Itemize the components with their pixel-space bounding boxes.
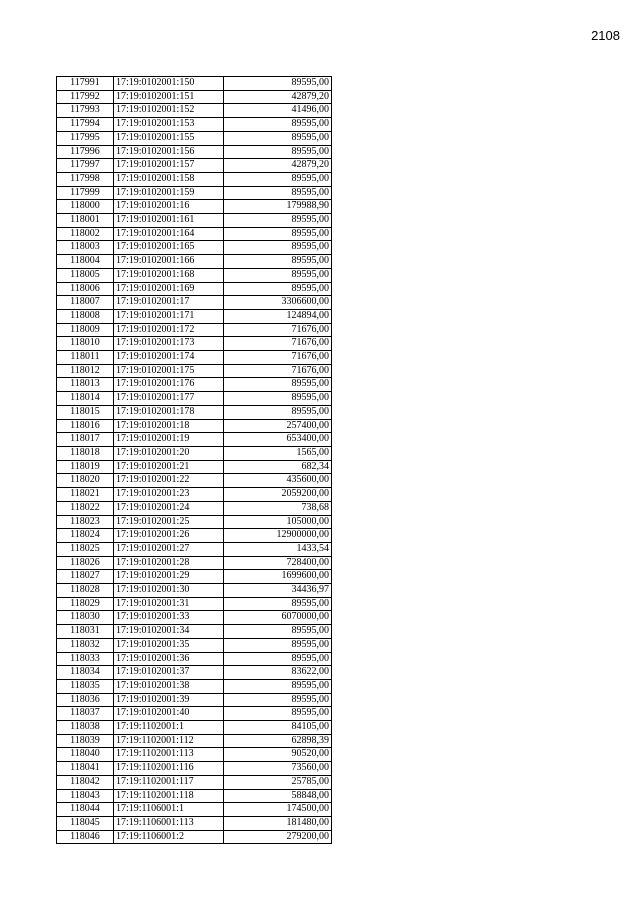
cadastral-value-cell: 89595,00: [224, 378, 332, 392]
row-number-cell: 118007: [57, 296, 114, 310]
cadastral-number-cell: 17:19:0102001:171: [114, 309, 224, 323]
row-number-cell: 118031: [57, 625, 114, 639]
cadastral-number-cell: 17:19:0102001:27: [114, 542, 224, 556]
table-body: [57, 77, 332, 844]
cadastral-value-cell: 89595,00: [224, 145, 332, 159]
row-number-cell: 118037: [57, 707, 114, 721]
cadastral-number-cell: 17:19:0102001:25: [114, 515, 224, 529]
cadastral-value-cell: 89595,00: [224, 392, 332, 406]
cadastral-number-cell: 17:19:0102001:176: [114, 378, 224, 392]
cadastral-value-cell: 682,34: [224, 460, 332, 474]
cadastral-number-cell: 17:19:0102001:169: [114, 282, 224, 296]
row-number-cell: 118042: [57, 775, 114, 789]
cadastral-number-cell: 17:19:0102001:21: [114, 460, 224, 474]
cadastral-value-cell: 89595,00: [224, 652, 332, 666]
table-row: [57, 214, 332, 228]
cadastral-value-cell: 179988,90: [224, 200, 332, 214]
cadastral-value-cell: 435600,00: [224, 474, 332, 488]
cadastral-value-cell: 89595,00: [224, 172, 332, 186]
row-number-cell: 118023: [57, 515, 114, 529]
cadastral-number-cell: 17:19:1102001:112: [114, 734, 224, 748]
table-row: [57, 296, 332, 310]
cadastral-value-cell: 89595,00: [224, 282, 332, 296]
row-number-cell: 118020: [57, 474, 114, 488]
row-number-cell: 117994: [57, 118, 114, 132]
cadastral-number-cell: 17:19:1102001:118: [114, 789, 224, 803]
row-number-cell: 118032: [57, 638, 114, 652]
cadastral-value-cell: 105000,00: [224, 515, 332, 529]
cadastral-value-cell: 42879,20: [224, 90, 332, 104]
row-number-cell: 118019: [57, 460, 114, 474]
cadastral-number-cell: 17:19:0102001:174: [114, 351, 224, 365]
cadastral-number-cell: 17:19:0102001:150: [114, 77, 224, 91]
cadastral-number-cell: 17:19:0102001:168: [114, 268, 224, 282]
cadastral-number-cell: 17:19:0102001:175: [114, 364, 224, 378]
table-row: [57, 775, 332, 789]
row-number-cell: 117992: [57, 90, 114, 104]
cadastral-number-cell: 17:19:0102001:22: [114, 474, 224, 488]
row-number-cell: 118015: [57, 405, 114, 419]
table-row: [57, 364, 332, 378]
cadastral-value-cell: 1699600,00: [224, 570, 332, 584]
row-number-cell: 118005: [57, 268, 114, 282]
row-number-cell: 118022: [57, 501, 114, 515]
table-row: [57, 789, 332, 803]
cadastral-number-cell: 17:19:1106001:2: [114, 830, 224, 844]
cadastral-value-cell: 12900000,00: [224, 529, 332, 543]
row-number-cell: 118045: [57, 816, 114, 830]
table-row: [57, 529, 332, 543]
table-row: [57, 611, 332, 625]
table-row: [57, 625, 332, 639]
row-number-cell: 118034: [57, 666, 114, 680]
table-row: [57, 515, 332, 529]
table-row: [57, 803, 332, 817]
table-row: [57, 748, 332, 762]
cadastral-value-cell: 89595,00: [224, 255, 332, 269]
cadastral-value-cell: 1433,54: [224, 542, 332, 556]
cadastral-value-cell: 58848,00: [224, 789, 332, 803]
cadastral-number-cell: 17:19:1102001:1: [114, 721, 224, 735]
cadastral-value-cell: 89595,00: [224, 625, 332, 639]
cadastral-value-cell: 89595,00: [224, 405, 332, 419]
row-number-cell: 118021: [57, 488, 114, 502]
cadastral-value-cell: 89595,00: [224, 638, 332, 652]
table-row: [57, 474, 332, 488]
cadastral-number-cell: 17:19:0102001:165: [114, 241, 224, 255]
table-row: [57, 570, 332, 584]
cadastral-number-cell: 17:19:1102001:116: [114, 762, 224, 776]
table-row: [57, 597, 332, 611]
row-number-cell: 118039: [57, 734, 114, 748]
table-row: [57, 542, 332, 556]
row-number-cell: 118006: [57, 282, 114, 296]
cadastral-number-cell: 17:19:0102001:39: [114, 693, 224, 707]
row-number-cell: 118043: [57, 789, 114, 803]
row-number-cell: 118003: [57, 241, 114, 255]
table-row: [57, 501, 332, 515]
row-number-cell: 118028: [57, 584, 114, 598]
cadastral-number-cell: 17:19:0102001:37: [114, 666, 224, 680]
table-row: [57, 721, 332, 735]
row-number-cell: 118008: [57, 309, 114, 323]
table-row: [57, 830, 332, 844]
row-number-cell: 117997: [57, 159, 114, 173]
cadastral-value-cell: 3306600,00: [224, 296, 332, 310]
cadastral-number-cell: 17:19:0102001:156: [114, 145, 224, 159]
cadastral-value-cell: 41496,00: [224, 104, 332, 118]
cadastral-number-cell: 17:19:0102001:172: [114, 323, 224, 337]
row-number-cell: 117996: [57, 145, 114, 159]
cadastral-number-cell: 17:19:0102001:158: [114, 172, 224, 186]
table-row: [57, 446, 332, 460]
table-row: [57, 652, 332, 666]
cadastral-value-cell: 83622,00: [224, 666, 332, 680]
row-number-cell: 117998: [57, 172, 114, 186]
cadastral-value-cell: 90520,00: [224, 748, 332, 762]
table-row: [57, 104, 332, 118]
cadastral-number-cell: 17:19:1106001:113: [114, 816, 224, 830]
row-number-cell: 118017: [57, 433, 114, 447]
row-number-cell: 118016: [57, 419, 114, 433]
cadastral-number-cell: 17:19:0102001:38: [114, 679, 224, 693]
row-number-cell: 118038: [57, 721, 114, 735]
table-row: [57, 707, 332, 721]
cadastral-number-cell: 17:19:0102001:35: [114, 638, 224, 652]
cadastral-value-cell: 89595,00: [224, 214, 332, 228]
cadastral-value-cell: 89595,00: [224, 597, 332, 611]
cadastral-value-cell: 62898,39: [224, 734, 332, 748]
table-row: [57, 556, 332, 570]
cadastral-number-cell: 17:19:0102001:34: [114, 625, 224, 639]
table-row: [57, 172, 332, 186]
cadastral-value-cell: 71676,00: [224, 364, 332, 378]
cadastral-number-cell: 17:19:0102001:28: [114, 556, 224, 570]
cadastral-value-cell: 89595,00: [224, 679, 332, 693]
cadastral-number-cell: 17:19:0102001:24: [114, 501, 224, 515]
cadastral-number-cell: 17:19:0102001:161: [114, 214, 224, 228]
page-number: 2108: [591, 28, 620, 43]
cadastral-value-cell: 738,68: [224, 501, 332, 515]
table-row: [57, 241, 332, 255]
cadastral-value-cell: 89595,00: [224, 131, 332, 145]
cadastral-number-cell: 17:19:0102001:173: [114, 337, 224, 351]
cadastral-value-cell: 42879,20: [224, 159, 332, 173]
cadastral-number-cell: 17:19:0102001:151: [114, 90, 224, 104]
cadastral-value-cell: 89595,00: [224, 268, 332, 282]
table-row: [57, 679, 332, 693]
row-number-cell: 118013: [57, 378, 114, 392]
table-row: [57, 200, 332, 214]
cadastral-number-cell: 17:19:1106001:1: [114, 803, 224, 817]
table-row: [57, 638, 332, 652]
cadastral-number-cell: 17:19:0102001:166: [114, 255, 224, 269]
table-row: [57, 488, 332, 502]
cadastral-value-cell: 279200,00: [224, 830, 332, 844]
cadastral-value-cell: 25785,00: [224, 775, 332, 789]
cadastral-value-cell: 89595,00: [224, 241, 332, 255]
cadastral-number-cell: 17:19:0102001:31: [114, 597, 224, 611]
table-row: [57, 734, 332, 748]
cadastral-value-cell: 181480,00: [224, 816, 332, 830]
cadastral-number-cell: 17:19:0102001:23: [114, 488, 224, 502]
cadastral-value-cell: 653400,00: [224, 433, 332, 447]
table-row: [57, 460, 332, 474]
row-number-cell: 118025: [57, 542, 114, 556]
cadastral-number-cell: 17:19:0102001:26: [114, 529, 224, 543]
row-number-cell: 118011: [57, 351, 114, 365]
cadastral-number-cell: 17:19:0102001:36: [114, 652, 224, 666]
row-number-cell: 118046: [57, 830, 114, 844]
cadastral-number-cell: 17:19:0102001:16: [114, 200, 224, 214]
cadastral-number-cell: 17:19:0102001:17: [114, 296, 224, 310]
cadastral-value-cell: 2059200,00: [224, 488, 332, 502]
table-row: [57, 90, 332, 104]
row-number-cell: 118012: [57, 364, 114, 378]
cadastral-number-cell: 17:19:0102001:157: [114, 159, 224, 173]
row-number-cell: 118001: [57, 214, 114, 228]
cadastral-number-cell: 17:19:0102001:29: [114, 570, 224, 584]
cadastral-value-cell: 89595,00: [224, 693, 332, 707]
cadastral-number-cell: 17:19:0102001:155: [114, 131, 224, 145]
row-number-cell: 118000: [57, 200, 114, 214]
row-number-cell: 118004: [57, 255, 114, 269]
cadastral-value-cell: 89595,00: [224, 227, 332, 241]
cadastral-value-cell: 728400,00: [224, 556, 332, 570]
cadastral-number-cell: 17:19:1102001:117: [114, 775, 224, 789]
table-row: [57, 268, 332, 282]
row-number-cell: 117995: [57, 131, 114, 145]
table-row: [57, 118, 332, 132]
cadastral-value-cell: 6070000,00: [224, 611, 332, 625]
row-number-cell: 118026: [57, 556, 114, 570]
cadastral-value-cell: 124894,00: [224, 309, 332, 323]
table-row: [57, 666, 332, 680]
table-row: [57, 77, 332, 91]
table-row: [57, 337, 332, 351]
cadastral-number-cell: 17:19:0102001:30: [114, 584, 224, 598]
cadastral-number-cell: 17:19:0102001:152: [114, 104, 224, 118]
row-number-cell: 118009: [57, 323, 114, 337]
cadastral-value-cell: 89595,00: [224, 186, 332, 200]
cadastral-value-cell: 71676,00: [224, 337, 332, 351]
table-row: [57, 131, 332, 145]
row-number-cell: 118002: [57, 227, 114, 241]
cadastral-value-cell: 89595,00: [224, 77, 332, 91]
table-row: [57, 309, 332, 323]
cadastral-value-cell: 89595,00: [224, 118, 332, 132]
row-number-cell: 118035: [57, 679, 114, 693]
cadastral-value-cell: 84105,00: [224, 721, 332, 735]
row-number-cell: 118029: [57, 597, 114, 611]
cadastral-value-cell: 71676,00: [224, 351, 332, 365]
cadastral-number-cell: 17:19:0102001:177: [114, 392, 224, 406]
row-number-cell: 117991: [57, 77, 114, 91]
cadastral-number-cell: 17:19:0102001:19: [114, 433, 224, 447]
table-row: [57, 584, 332, 598]
row-number-cell: 118027: [57, 570, 114, 584]
table-row: [57, 693, 332, 707]
table-row: [57, 378, 332, 392]
cadastral-number-cell: 17:19:0102001:164: [114, 227, 224, 241]
row-number-cell: 118033: [57, 652, 114, 666]
table-row: [57, 762, 332, 776]
cadastral-value-cell: 89595,00: [224, 707, 332, 721]
table-row: [57, 816, 332, 830]
row-number-cell: 118014: [57, 392, 114, 406]
cadastral-number-cell: 17:19:0102001:153: [114, 118, 224, 132]
table-row: [57, 351, 332, 365]
cadastral-value-cell: 1565,00: [224, 446, 332, 460]
cadastral-number-cell: 17:19:0102001:40: [114, 707, 224, 721]
row-number-cell: 118040: [57, 748, 114, 762]
table-row: [57, 392, 332, 406]
cadastral-number-cell: 17:19:0102001:20: [114, 446, 224, 460]
table-row: [57, 145, 332, 159]
row-number-cell: 118036: [57, 693, 114, 707]
row-number-cell: 118024: [57, 529, 114, 543]
table-row: [57, 282, 332, 296]
cadastral-value-cell: 71676,00: [224, 323, 332, 337]
row-number-cell: 118041: [57, 762, 114, 776]
cadastral-value-cell: 73560,00: [224, 762, 332, 776]
table-row: [57, 186, 332, 200]
table-row: [57, 323, 332, 337]
table-row: [57, 159, 332, 173]
table-row: [57, 419, 332, 433]
cadastral-number-cell: 17:19:0102001:18: [114, 419, 224, 433]
cadastral-number-cell: 17:19:1102001:113: [114, 748, 224, 762]
cadastral-number-cell: 17:19:0102001:159: [114, 186, 224, 200]
row-number-cell: 118010: [57, 337, 114, 351]
table-row: [57, 255, 332, 269]
cadastral-value-table: [56, 76, 332, 844]
table-row: [57, 433, 332, 447]
table-row: [57, 227, 332, 241]
row-number-cell: 118030: [57, 611, 114, 625]
cadastral-number-cell: 17:19:0102001:178: [114, 405, 224, 419]
cadastral-number-cell: 17:19:0102001:33: [114, 611, 224, 625]
row-number-cell: 118018: [57, 446, 114, 460]
table-row: [57, 405, 332, 419]
row-number-cell: 117993: [57, 104, 114, 118]
cadastral-value-cell: 174500,00: [224, 803, 332, 817]
cadastral-value-cell: 34436,97: [224, 584, 332, 598]
row-number-cell: 117999: [57, 186, 114, 200]
cadastral-value-cell: 257400,00: [224, 419, 332, 433]
row-number-cell: 118044: [57, 803, 114, 817]
